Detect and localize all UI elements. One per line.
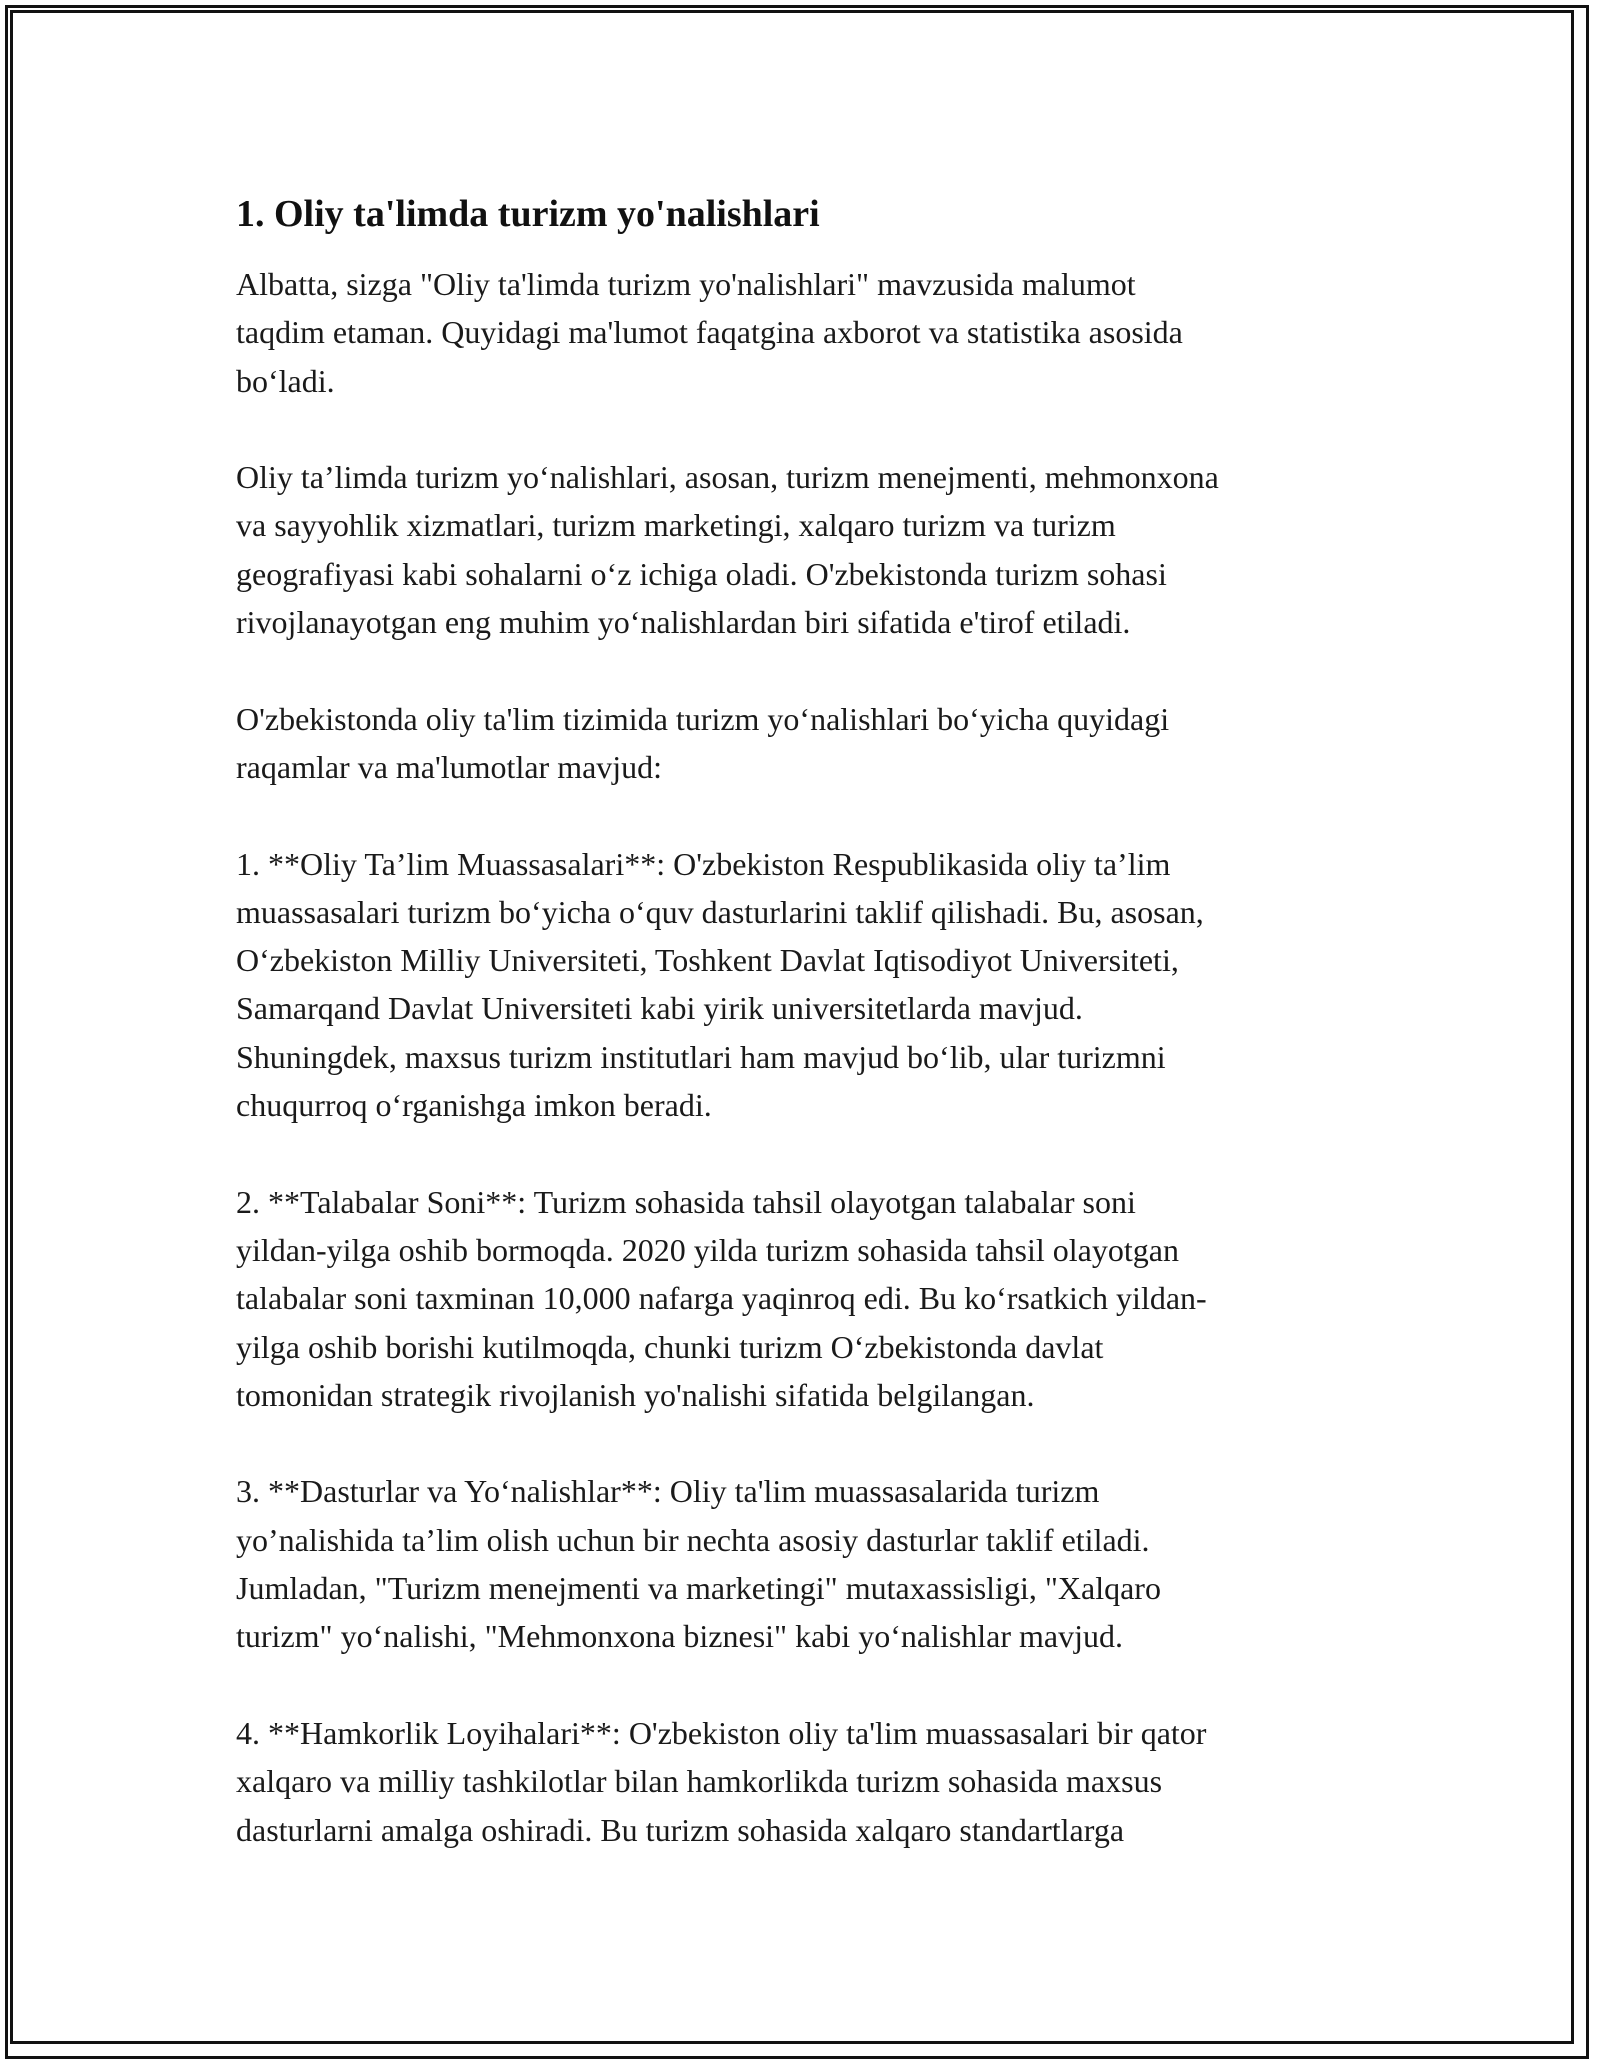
list-item-student-count: 2. **Talabalar Soni**: Turizm sohasida tahsil olayotgan talabalar soni yildan-yilga oshib bormoqda. 2020 yilda turizm sohasida tahsil olayotgan talabalar soni taxminan 10,000 nafarga yaqinroq edi. Bu ko‘rsatkich yildan- yilga oshib borishi kutilmoqda, chunki turizm O‘zbekistonda davlat tomonidan strategik rivojlanish yo'nalishi sifatida belgilangan. [236,1183,1207,1413]
list-item-partnerships: 4. **Hamkorlik Loyihalari**: O'zbekiston oliy ta'lim muassasalari bir qator xalqaro va milliy tashkilotlar bilan hamkorlikda turizm sohasida maxsus dasturlarni amalga oshiradi. Bu turizm sohasida xalqaro standartlarga [236,1714,1207,1848]
page-title: 1. Oliy ta'limda turizm yo'nalishlari [236,193,820,235]
paragraph-overview: Oliy ta’limda turizm yo‘nalishlari, asosan, turizm menejmenti, mehmonxona va sayyohlik xizmatlari, turizm marketingi, xalqaro turizm va turizm geografiyasi kabi sohalarni o‘z ichiga oladi. O'zbekistonda turizm sohasi rivojlanayotgan eng muhim yo‘nalishlardan biri sifatida e'tirof etiladi. [236,459,1219,641]
paragraph-intro: Albatta, sizga "Oliy ta'limda turizm yo'nalishlari" mavzusida malumot taqdim etaman. Quyidagi ma'lumot faqatgina axborot va statistika asosida bo‘ladi. [236,266,1183,399]
paragraph-data-intro: O'zbekistonda oliy ta'lim tizimida turizm yo‘nalishlari bo‘yicha quyidagi raqamlar va ma'lumotlar mavjud: [236,700,1170,785]
document-body [236,188,1376,1854]
list-item-programs: 3. **Dasturlar va Yo‘nalishlar**: Oliy ta'lim muassasalarida turizm yo’nalishida ta’lim olish uchun bir nechta asosiy dasturlar taklif etiladi. Jumladan, "Turizm menejmenti va marketingi" mutaxassisligi, "Xalqaro turizm" yo‘nalishi, "Mehmonxona biznesi" kabi yo‘nalishlar mavjud. [236,1473,1161,1655]
list-item-institutions: 1. **Oliy Ta’lim Muassasalari**: O'zbekiston Respublikasida oliy ta’lim muassasalari turizm bo‘yicha o‘quv dasturlarini taklif qilishadi. Bu, asosan, O‘zbekiston Milliy Universiteti, Toshkent Davlat Iqtisodiyot Universiteti, Samarqand Davlat Universiteti kabi yirik universitetlarda mavjud. Shuningdek, maxsus turizm institutlari ham mavjud bo‘lib, ular turizmni chuqurroq o‘rganishga imkon beradi. [236,845,1204,1124]
